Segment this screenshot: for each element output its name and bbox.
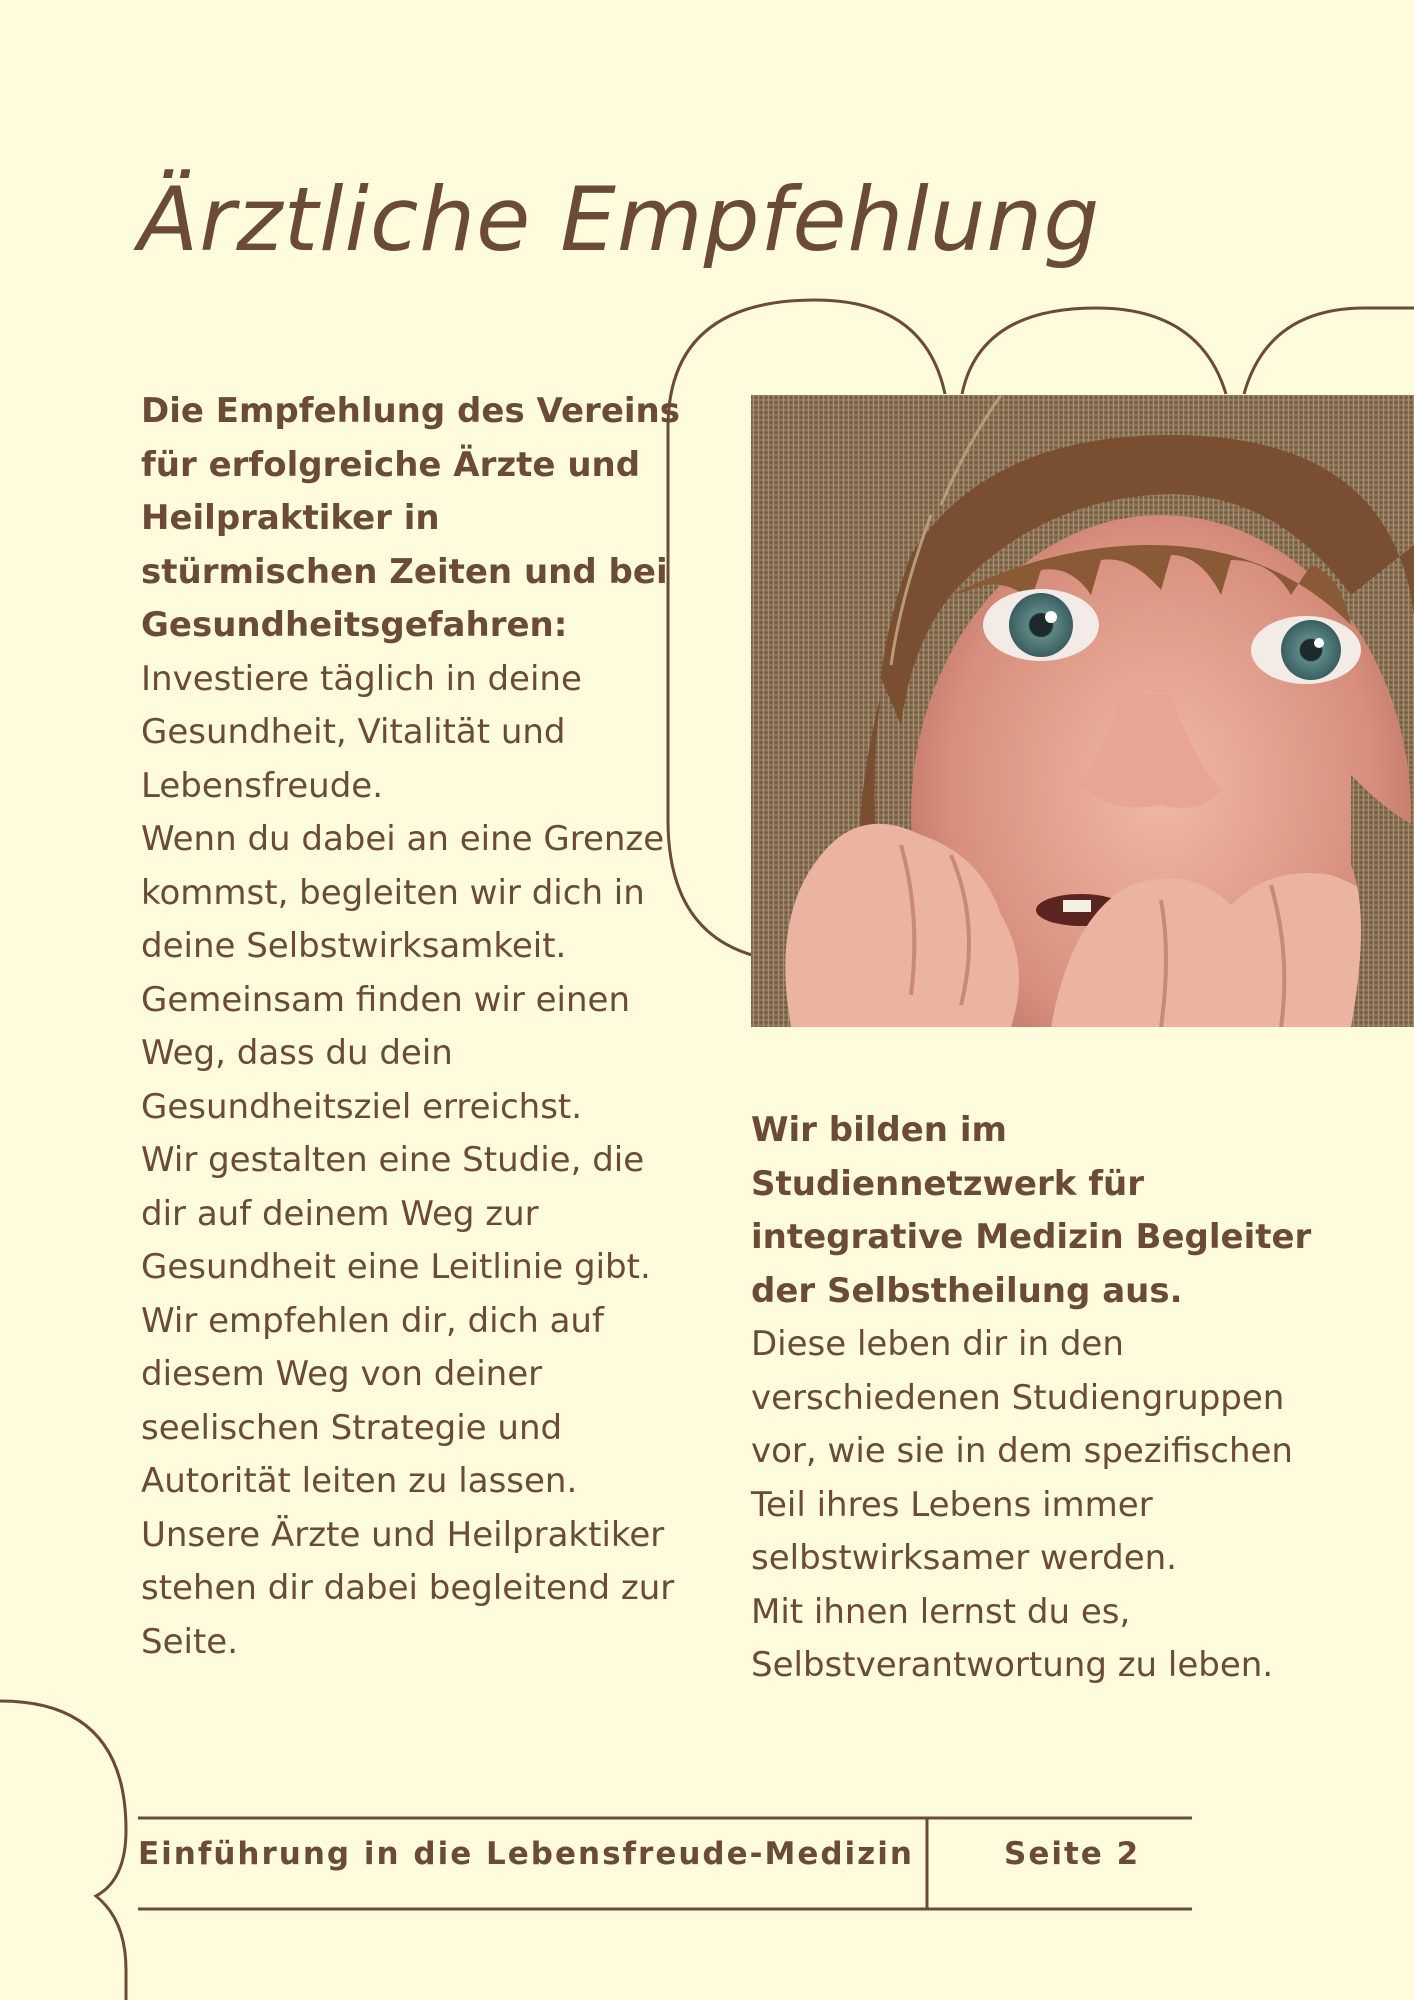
right-column bbox=[751, 1104, 1321, 1693]
left-paragraph: Investiere täglich in deine Gesundheit, Vitalität und Lebensfreude. bbox=[141, 658, 582, 806]
right-paragraph: Diese leben dir in den verschiedenen Studiengruppen vor, wie sie in dem spezifischen Teil ihres Lebens immer selbstwirksamer werden. bbox=[751, 1324, 1293, 1578]
left-paragraph: Wir empfehlen dir, dich auf diesem Weg von deiner seelischen Strategie und Autorität leiten zu lassen. bbox=[141, 1300, 604, 1501]
arch-outline-middle bbox=[962, 308, 1226, 394]
left-paragraph: Gemeinsam finden wir einen Weg, dass du dein Gesundheitsziel erreichst. bbox=[141, 979, 631, 1127]
left-column bbox=[141, 385, 681, 1669]
right-lead-text: Wir bilden im Studiennetzwerk für integrative Medizin Begleiter der Selbstheilung aus. bbox=[751, 1110, 1312, 1311]
left-paragraph: Wenn du dabei an eine Grenze kommst, begleiten wir dich in deine Selbstwirksamkeit. bbox=[141, 819, 665, 966]
right-paragraph: Mit ihnen lernst du es, Selbstverantwortung zu leben. bbox=[751, 1591, 1274, 1685]
footer-document-title: Einführung in die Lebensfreude-Medizin bbox=[138, 1836, 914, 1872]
left-lead-text: Die Empfehlung des Vereins für erfolgreiche Ärzte und Heilpraktiker in stürmischen Zeiten und bei Gesundheitsgefahren: bbox=[141, 391, 680, 645]
footer-page-number: Seite 2 bbox=[1004, 1836, 1141, 1872]
child-photo bbox=[751, 395, 1414, 1027]
arch-outline-right bbox=[1244, 308, 1414, 394]
scallop-outline bbox=[0, 1701, 126, 2000]
page-title: Ärztliche Empfehlung bbox=[138, 168, 1101, 271]
left-paragraph: Wir gestalten eine Studie, die dir auf deinem Weg zur Gesundheit eine Leitlinie gibt. bbox=[141, 1140, 651, 1287]
left-paragraph: Unsere Ärzte und Heilpraktiker stehen dir dabei begleitend zur Seite. bbox=[141, 1514, 675, 1662]
